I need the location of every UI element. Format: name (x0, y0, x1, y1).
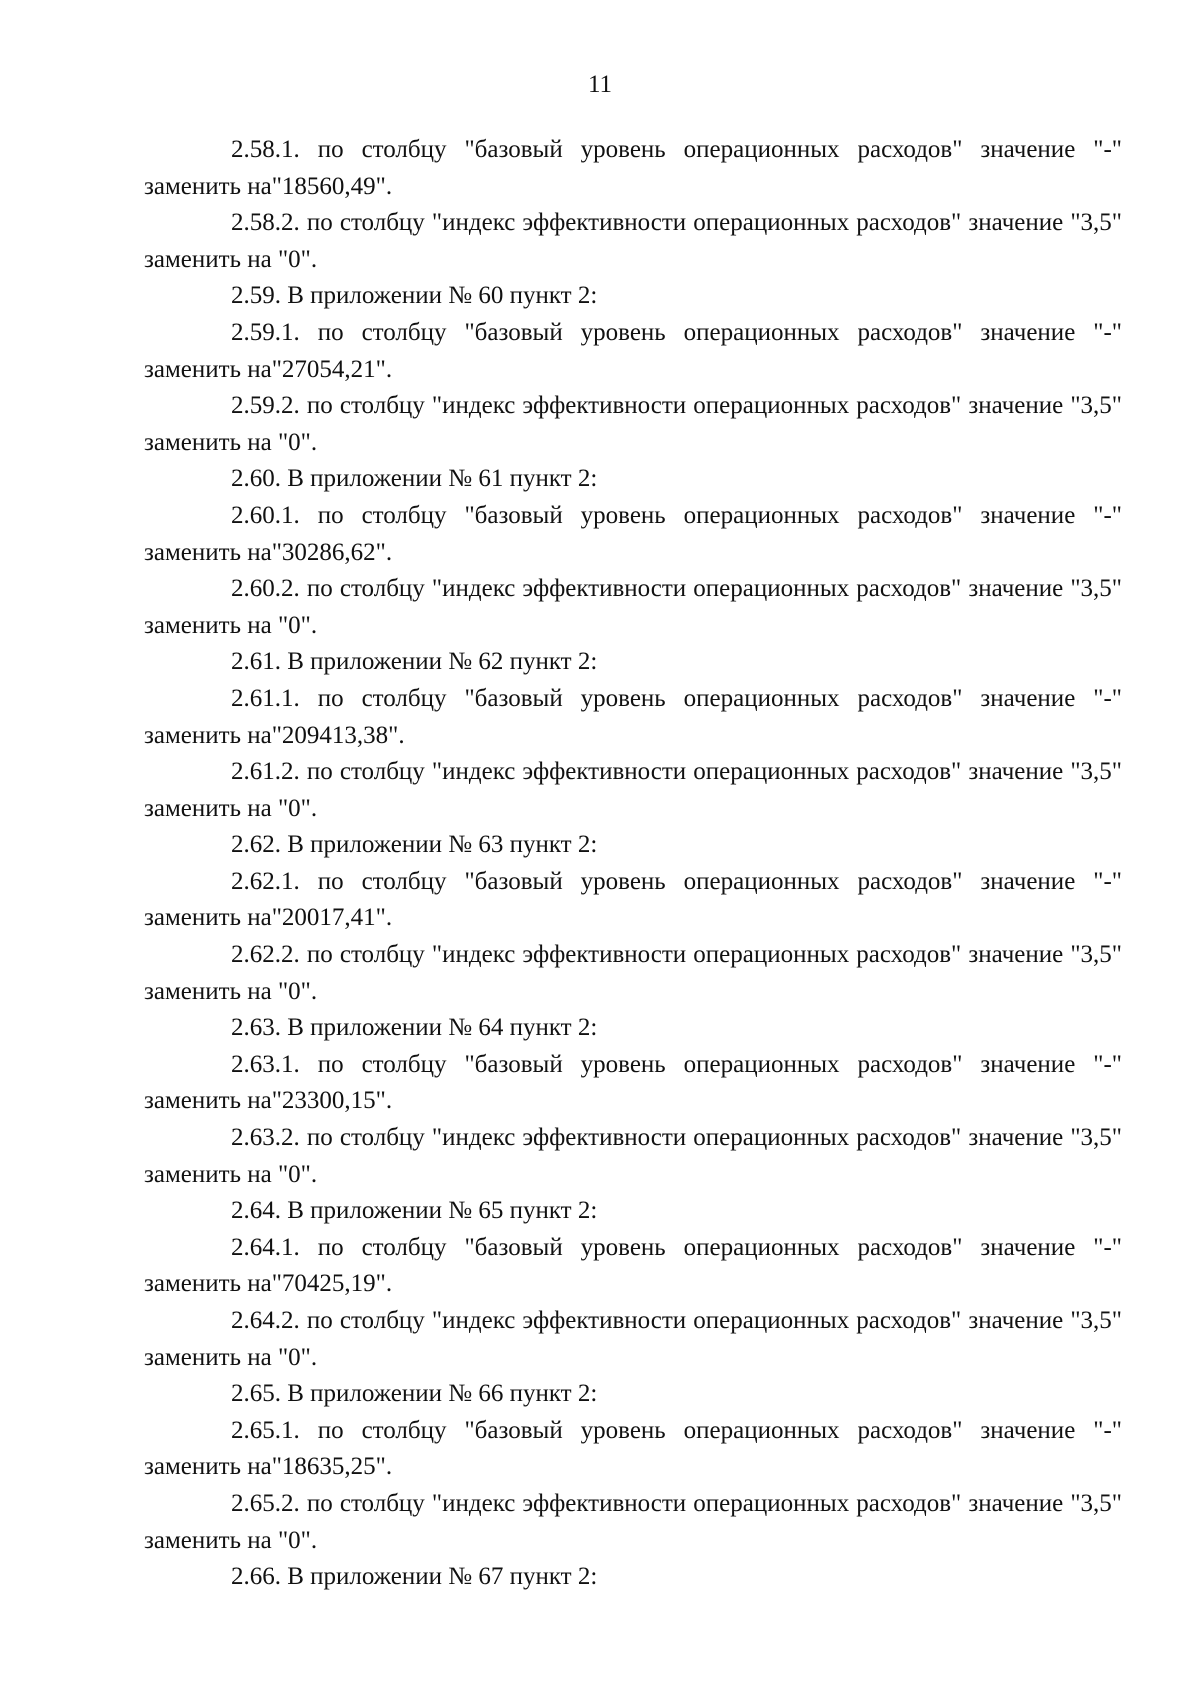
paragraph-2-64: 2.64. В приложении № 65 пункт 2: (231, 1197, 598, 1225)
paragraph-2-61-2: 2.61.2. по столбцу "индекс эффективности операционных расходов" значение "3,5" заменить на "0". (144, 758, 1122, 822)
paragraph-2-60: 2.60. В приложении № 61 пункт 2: (231, 465, 598, 493)
paragraph-2-61-1: 2.61.1. по столбцу "базовый уровень операционных расходов" значение "-" заменить на"209413,38". (144, 684, 1122, 749)
paragraph-2-63: 2.63. В приложении № 64 пункт 2: (231, 1014, 598, 1042)
paragraph-2-63-2: 2.63.2. по столбцу "индекс эффективности операционных расходов" значение "3,5" заменить на "0". (144, 1124, 1122, 1188)
paragraph-2-65: 2.65. В приложении № 66 пункт 2: (231, 1380, 598, 1408)
paragraph-2-59: 2.59. В приложении № 60 пункт 2: (231, 282, 598, 310)
paragraph-2-62: 2.62. В приложении № 63 пункт 2: (231, 831, 598, 859)
paragraph-2-59-2: 2.59.2. по столбцу "индекс эффективности операционных расходов" значение "3,5" заменить на "0". (144, 392, 1122, 456)
paragraph-2-62-1: 2.62.1. по столбцу "базовый уровень операционных расходов" значение "-" заменить на"20017,41". (144, 867, 1122, 932)
paragraph-2-59-1: 2.59.1. по столбцу "базовый уровень операционных расходов" значение "-" заменить на"27054,21". (144, 318, 1122, 383)
document-body (144, 132, 1122, 1596)
paragraph-2-58-1: 2.58.1. по столбцу "базовый уровень операционных расходов" значение "-" заменить на"18560,49". (144, 136, 1122, 200)
paragraph-2-64-1: 2.64.1. по столбцу "базовый уровень операционных расходов" значение "-" заменить на"70425,19". (144, 1233, 1122, 1298)
paragraph-2-65-2: 2.65.2. по столбцу "индекс эффективности операционных расходов" значение "3,5" заменить на "0". (144, 1489, 1122, 1554)
paragraph-2-61: 2.61. В приложении № 62 пункт 2: (231, 648, 598, 676)
paragraph-2-60-1: 2.60.1. по столбцу "базовый уровень операционных расходов" значение "-" заменить на"30286,62". (144, 501, 1122, 566)
paragraph-2-64-2: 2.64.2. по столбцу "индекс эффективности операционных расходов" значение "3,5" заменить на "0". (144, 1307, 1122, 1371)
page-number: 11 (587, 71, 613, 98)
paragraph-2-66: 2.66. В приложении № 67 пункт 2: (231, 1563, 598, 1591)
paragraph-2-60-2: 2.60.2. по столбцу "индекс эффективности операционных расходов" значение "3,5" заменить на "0". (144, 575, 1122, 639)
paragraph-2-65-1: 2.65.1. по столбцу "базовый уровень операционных расходов" значение "-" заменить на"18635,25". (144, 1416, 1122, 1481)
paragraph-2-62-2: 2.62.2. по столбцу "индекс эффективности операционных расходов" значение "3,5" заменить на "0". (144, 941, 1122, 1005)
paragraph-2-58-2: 2.58.2. по столбцу "индекс эффективности операционных расходов" значение "3,5" заменить на "0". (144, 209, 1122, 273)
paragraph-2-63-1: 2.63.1. по столбцу "базовый уровень операционных расходов" значение "-" заменить на"23300,15". (144, 1050, 1122, 1115)
